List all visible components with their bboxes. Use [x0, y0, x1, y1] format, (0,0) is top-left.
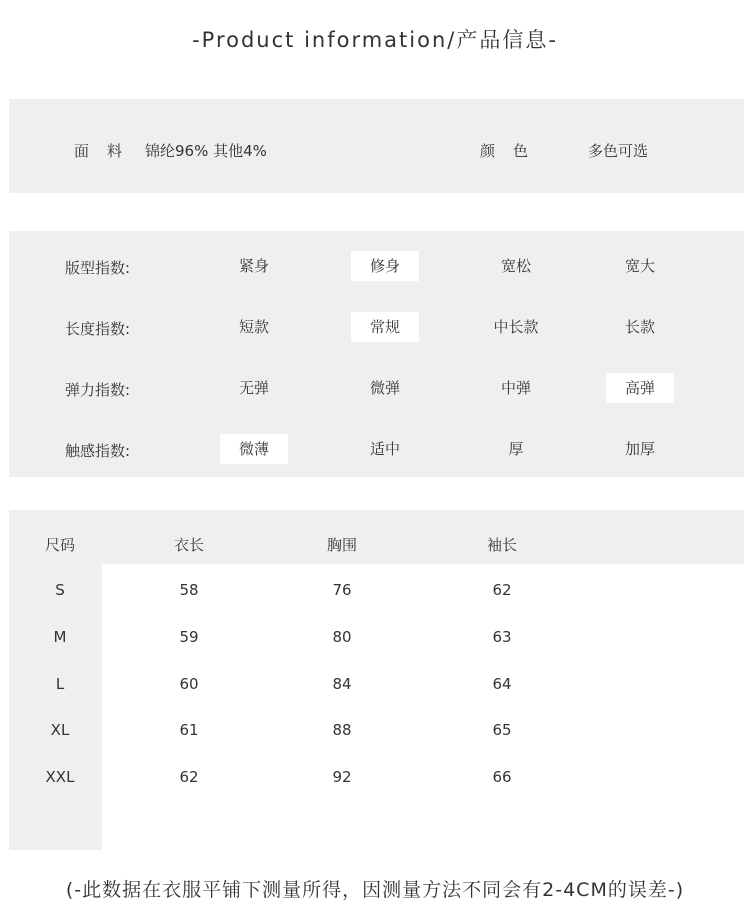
- color-value: 多色可选: [588, 142, 649, 160]
- fabric-value: 锦纶96% 其他4%: [145, 142, 267, 160]
- material-color-panel: [9, 99, 744, 193]
- length-option: 常规: [351, 312, 419, 342]
- table-cell-size: S: [55, 581, 65, 599]
- thickness-option: 厚: [508, 440, 524, 458]
- fabric-label: 面料: [74, 142, 141, 160]
- table-cell-size: XL: [50, 721, 70, 739]
- table-cell: 66: [492, 768, 512, 786]
- table-cell-size: XXL: [45, 768, 75, 786]
- length-option: 长款: [624, 318, 655, 336]
- elasticity-index-row: [9, 373, 744, 403]
- table-cell: 76: [332, 581, 352, 599]
- length-index-label: 长度指数:: [65, 320, 131, 338]
- table-cell: 64: [492, 675, 512, 693]
- elasticity-option: 高弹: [606, 373, 674, 403]
- table-cell: 80: [332, 628, 352, 646]
- garment-index-panel: [9, 231, 744, 477]
- thickness-index-label: 触感指数:: [65, 442, 131, 460]
- thickness-index-row: [9, 434, 744, 464]
- table-cell-size: L: [55, 675, 65, 693]
- table-cell-size: M: [53, 628, 67, 646]
- elasticity-option: 无弹: [238, 379, 269, 397]
- fit-index-row: [9, 251, 744, 281]
- table-cell: 59: [179, 628, 199, 646]
- table-cell: 58: [179, 581, 199, 599]
- table-cell: 62: [179, 768, 199, 786]
- table-cell: 60: [179, 675, 199, 693]
- fit-option: 修身: [351, 251, 419, 281]
- table-header-sleeve: 袖长: [486, 536, 517, 554]
- length-index-row: [9, 312, 744, 342]
- thickness-option: 适中: [369, 440, 400, 458]
- table-cell: 92: [332, 768, 352, 786]
- thickness-option: 加厚: [624, 440, 655, 458]
- measurement-footnote: (-此数据在衣服平铺下测量所得，因测量方法不同会有2-4CM的误差-): [65, 879, 685, 901]
- fit-option: 紧身: [238, 257, 269, 275]
- size-table-side-column: [9, 564, 102, 850]
- thickness-option: 微薄: [220, 434, 288, 464]
- table-cell: 62: [492, 581, 512, 599]
- length-option: 中长款: [493, 318, 539, 336]
- table-cell: 61: [179, 721, 199, 739]
- elasticity-option: 微弹: [369, 379, 400, 397]
- elasticity-index-label: 弹力指数:: [65, 381, 131, 399]
- length-option: 短款: [238, 318, 269, 336]
- elasticity-option: 中弹: [500, 379, 531, 397]
- page-title: -Product information/产品信息-: [192, 28, 558, 52]
- color-label: 颜色: [480, 142, 547, 160]
- table-header-size: 尺码: [44, 536, 75, 554]
- table-cell: 88: [332, 721, 352, 739]
- table-header-length: 衣长: [173, 536, 204, 554]
- fit-option: 宽松: [500, 257, 531, 275]
- fit-option: 宽大: [624, 257, 655, 275]
- table-cell: 84: [332, 675, 352, 693]
- table-header-chest: 胸围: [326, 536, 357, 554]
- table-cell: 65: [492, 721, 512, 739]
- table-cell: 63: [492, 628, 512, 646]
- fit-index-label: 版型指数:: [65, 259, 131, 277]
